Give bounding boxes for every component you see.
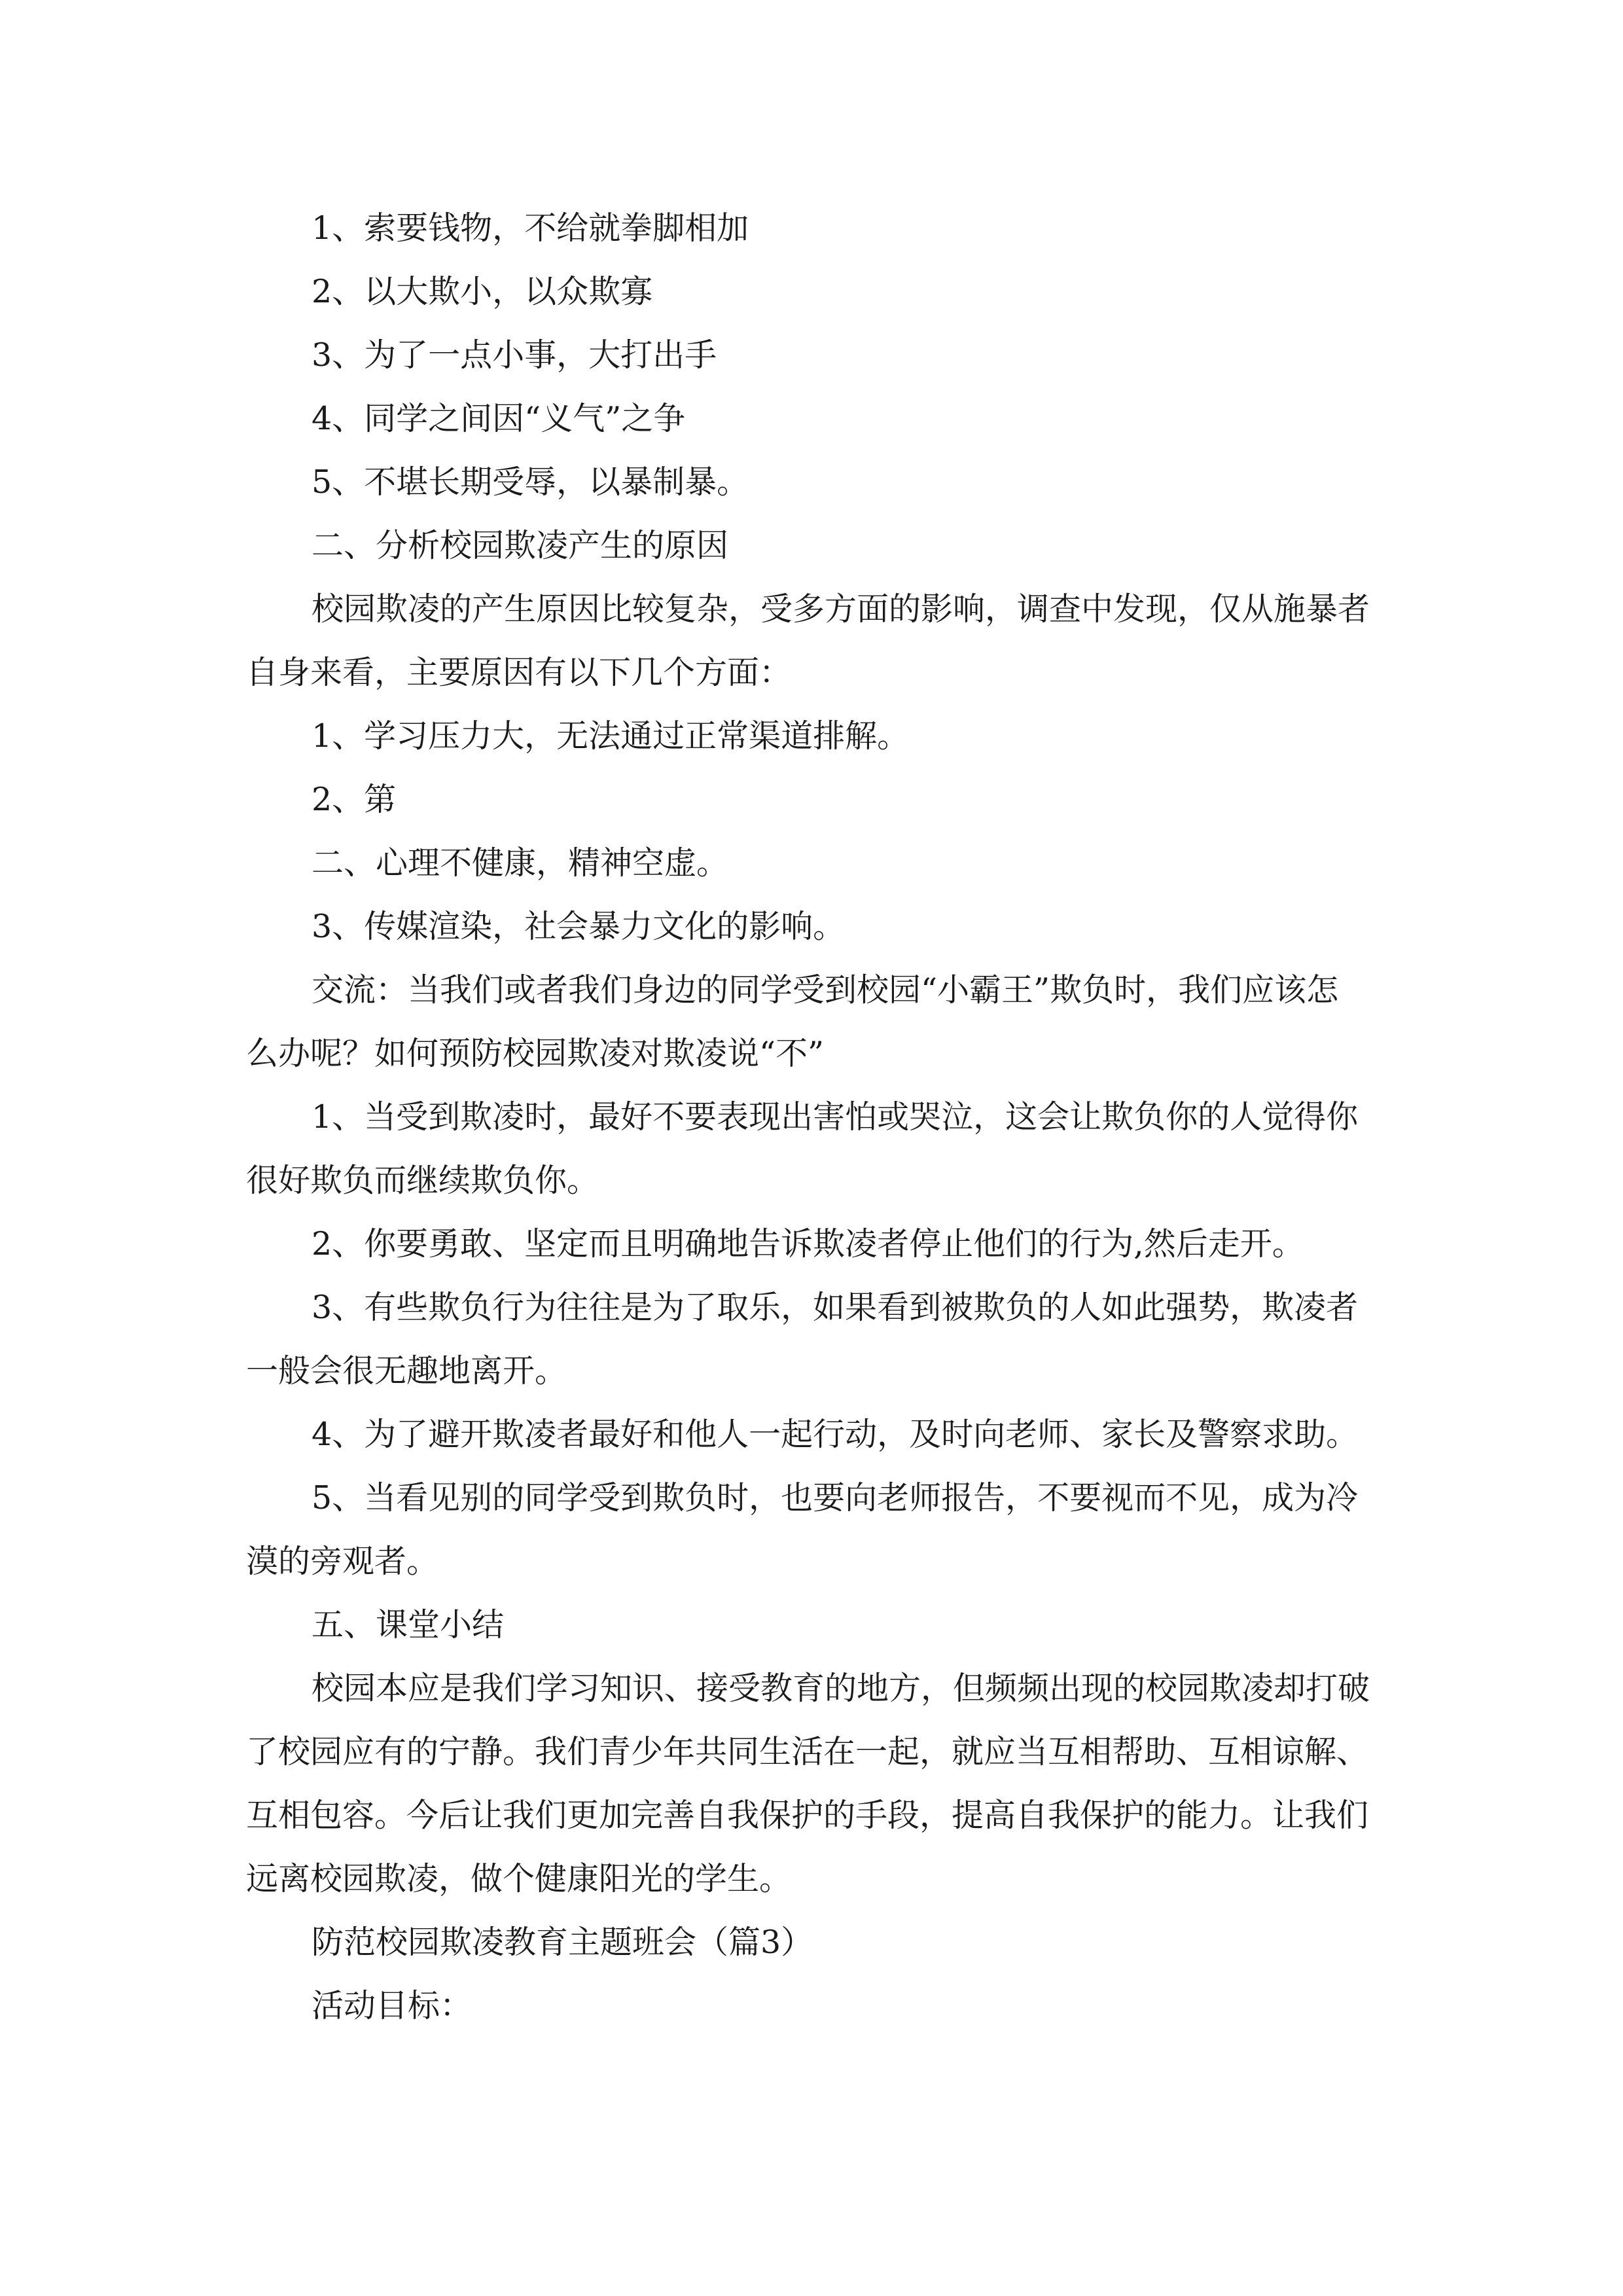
list-item: 3、有些欺负行为往往是为了取乐，如果看到被欺负的人如此强势，欺凌者 xyxy=(312,1289,1359,1326)
paragraph-line: 校园本应是我们学习知识、接受教育的地方，但频频出现的校园欺凌却打破 xyxy=(312,1670,1370,1707)
paragraph-line: 漠的旁观者。 xyxy=(246,1543,439,1580)
paragraph-line: 远离校园欺凌，做个健康阳光的学生。 xyxy=(246,1860,792,1897)
list-item: 2、第 xyxy=(312,781,397,818)
paragraph-line: 交流：当我们或者我们身边的同学受到校园“小霸王”欺负时，我们应该怎 xyxy=(312,971,1339,1009)
document-body xyxy=(246,196,1398,2037)
list-item: 4、为了避开欺凌者最好和他人一起行动，及时向老师、家长及警察求助。 xyxy=(312,1416,1359,1453)
list-item: 5、不堪长期受辱，以暴制暴。 xyxy=(312,463,749,501)
paragraph-line: 互相包容。今后让我们更加完善自我保护的手段，提高自我保护的能力。让我们 xyxy=(246,1797,1369,1834)
section-title: 防范校园欺凌教育主题班会（篇3） xyxy=(312,1924,813,1961)
list-item: 1、学习压力大，无法通过正常渠道排解。 xyxy=(312,717,910,755)
list-item: 2、以大欺小，以众欺寡 xyxy=(312,273,653,310)
paragraph-line: 很好欺负而继续欺负你。 xyxy=(246,1162,599,1199)
list-item: 4、同学之间因“义气”之争 xyxy=(312,400,686,437)
list-item: 1、当受到欺凌时，最好不要表现出害怕或哭泣，这会让欺负你的人觉得你 xyxy=(312,1098,1359,1136)
list-item: 2、你要勇敢、坚定而且明确地告诉欺凌者停止他们的行为,然后走开。 xyxy=(312,1225,1304,1263)
section-heading: 五、课堂小结 xyxy=(312,1606,505,1643)
list-item: 3、传媒渲染，社会暴力文化的影响。 xyxy=(312,908,846,945)
section-heading: 活动目标： xyxy=(312,1987,473,2024)
list-item: 二、心理不健康，精神空虚。 xyxy=(312,844,729,882)
paragraph-line: 么办呢？如何预防校园欺凌对欺凌说“不” xyxy=(246,1035,825,1072)
list-item: 5、当看见别的同学受到欺负时，也要向老师报告，不要视而不见，成为冷 xyxy=(312,1479,1359,1516)
list-item: 1、索要钱物，不给就拳脚相加 xyxy=(312,209,749,247)
paragraph-line: 一般会很无趣地离开。 xyxy=(246,1352,567,1390)
paragraph-line: 自身来看，主要原因有以下几个方面： xyxy=(246,654,792,691)
paragraph-line: 了校园应有的宁静。我们青少年共同生活在一起，就应当互相帮助、互相谅解、 xyxy=(246,1733,1369,1770)
section-heading: 二、分析校园欺凌产生的原因 xyxy=(312,527,729,564)
paragraph-line: 校园欺凌的产生原因比较复杂，受多方面的影响，调查中发现，仅从施暴者 xyxy=(312,590,1370,628)
list-item: 3、为了一点小事，大打出手 xyxy=(312,336,717,374)
